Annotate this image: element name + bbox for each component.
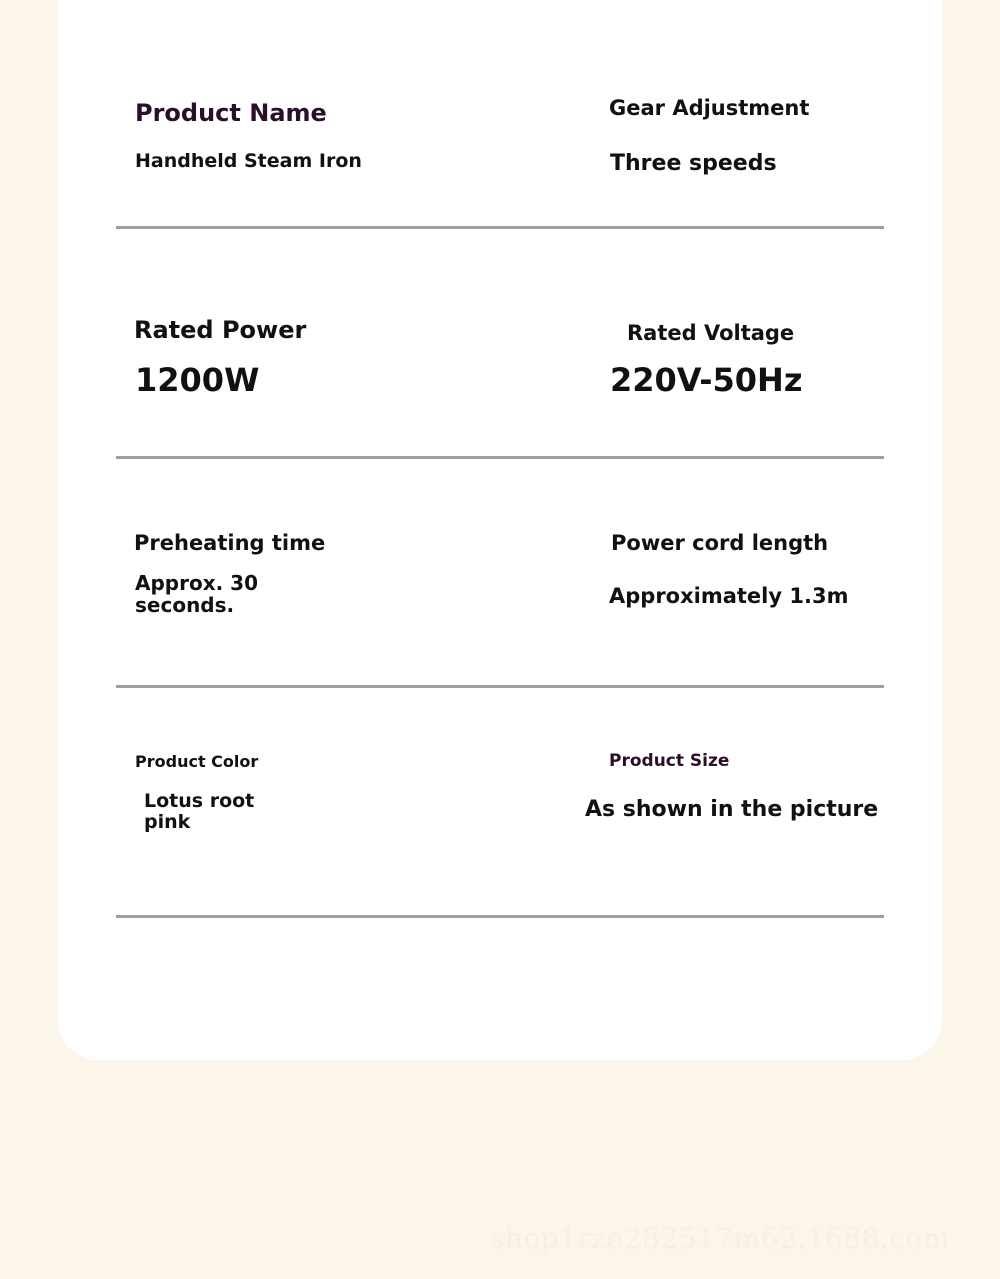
row-divider xyxy=(116,226,884,229)
spec-label-product-size: Product Size xyxy=(609,751,730,771)
spec-value-preheating-time: Approx. 30 seconds. xyxy=(135,571,259,617)
spec-value-gear-adjustment: Three speeds xyxy=(610,151,777,176)
spec-value-product-name: Handheld Steam Iron xyxy=(135,150,362,172)
spec-value-rated-voltage: 220V-50Hz xyxy=(610,361,803,399)
row-divider xyxy=(116,456,884,459)
watermark: shop1rze282517m62.1688.com xyxy=(490,1222,950,1255)
spec-value-product-color: Lotus root pink xyxy=(144,790,255,833)
spec-value-product-size: As shown in the picture xyxy=(585,797,879,822)
row-divider xyxy=(116,915,884,918)
spec-value-rated-power: 1200W xyxy=(135,361,260,399)
spec-card xyxy=(58,0,942,1060)
spec-label-rated-voltage: Rated Voltage xyxy=(627,321,795,345)
spec-label-power-cord-length: Power cord length xyxy=(611,531,829,555)
spec-value-power-cord-length: Approximately 1.3m xyxy=(609,584,849,608)
spec-label-rated-power: Rated Power xyxy=(134,316,307,344)
spec-label-preheating-time: Preheating time xyxy=(134,531,326,555)
spec-label-product-name: Product Name xyxy=(135,99,327,127)
row-divider xyxy=(116,685,884,688)
spec-label-gear-adjustment: Gear Adjustment xyxy=(609,96,810,120)
spec-label-product-color: Product Color xyxy=(135,752,259,771)
